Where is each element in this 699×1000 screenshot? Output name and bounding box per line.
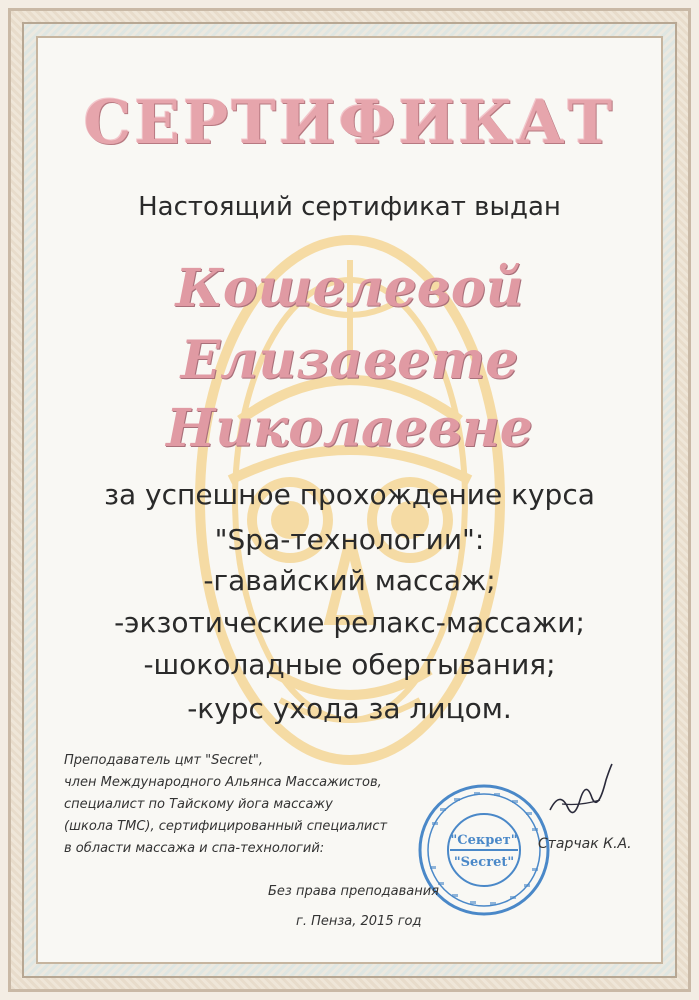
course-line: "Spa-технологии": [214,523,485,556]
recipient-first-name: Елизавете [180,330,519,391]
signature-icon [540,760,620,830]
stamp-text-bottom: "Secret" [453,855,515,870]
course-line: за успешное прохождение курса [104,478,595,511]
recipient-patronymic: Николаевне [166,398,533,459]
course-line: -экзотические релакс-массажи; [114,606,585,639]
course-line: -курс ухода за лицом. [187,692,512,725]
teacher-line: Преподаватель цмт "Secret", [64,753,264,768]
city-year: г. Пенза, 2015 год [296,914,422,929]
teacher-line: в области массажа и спа-технологий: [64,841,325,856]
no-teaching-right-note: Без права преподавания [268,884,439,899]
teacher-line: специалист по Тайскому йога массажу [64,797,333,812]
recipient-surname: Кошелевой [175,258,524,319]
teacher-line: (школа ТМС), сертифицированный специалист [64,819,388,834]
certificate-title: СЕРТИФИКАТ [83,88,616,158]
teacher-line: член Международного Альянса Массажистов, [64,775,382,790]
teacher-credentials [64,750,444,860]
issued-to-text: Настоящий сертификат выдан [138,192,561,222]
signer-name: Старчак К.А. [538,836,632,852]
stamp-text-top: "Секрет" [450,833,518,848]
course-line: -гавайский массаж; [203,564,496,597]
course-line: -шоколадные обертывания; [143,648,556,681]
